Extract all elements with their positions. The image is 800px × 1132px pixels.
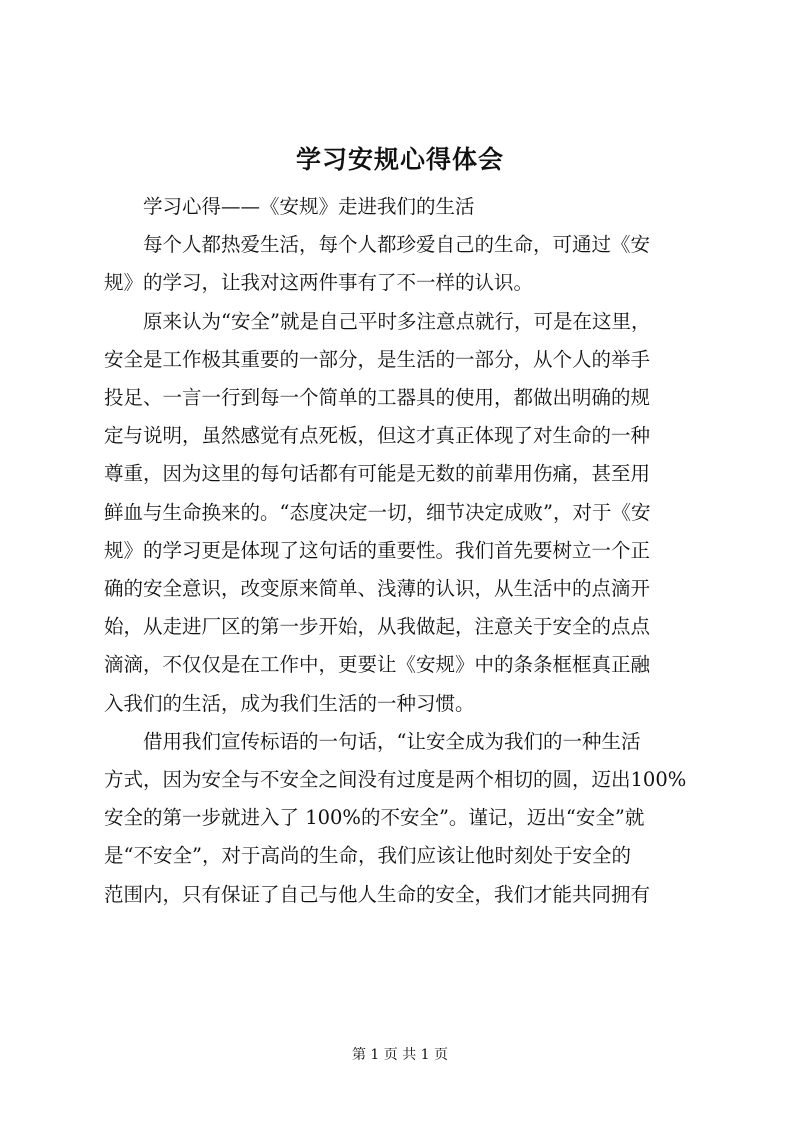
text-line: 范围内，只有保证了自己与他人生命的安全，我们才能共同拥有 [104,882,651,906]
paragraph-subtitle [104,188,700,226]
text-line: 安全的第一步就进入了 100%的不安全”。谨记，迈出“安全”就 [104,806,645,830]
text-line: 每个人都热爱生活，每个人都珍爱自己的生命，可通过《安 [143,233,651,257]
text-line: 规》的学习，让我对这两件事有了不一样的认识。 [104,271,534,295]
text-line: 投足、一言一行到每一个简单的工器具的使用，都做出明确的规 [104,386,651,410]
paragraph [104,723,700,914]
text-line: 尊重，因为这里的每句话都有可能是无数的前辈用伤痛，甚至用 [104,462,651,486]
paragraph [104,226,700,302]
text-line: 确的安全意识，改变原来简单、浅薄的认识，从生活中的点滴开 [104,577,651,601]
text-line: 是“不安全”，对于高尚的生命，我们应该让他时刻处于安全的 [104,844,631,868]
text-line: 借用我们宣传标语的一句话，“让安全成为我们的一种生活 [143,729,641,753]
text-line: 原来认为“安全”就是自己平时多注意点就行，可是在这里， [143,309,651,333]
text-line: 学习心得——《安规》走进我们的生活 [143,195,475,218]
text-line: 方式，因为安全与不安全之间没有过度是两个相切的圆，迈出100% [104,768,687,792]
text-line: 定与说明，虽然感觉有点死板，但这才真正体现了对生命的一种 [104,424,651,448]
text-line: 安全是工作极其重要的一部分，是生活的一部分，从个人的举手 [104,347,651,371]
text-line: 规》的学习更是体现了这句话的重要性。我们首先要树立一个正 [104,538,651,562]
paragraph [104,303,700,723]
page-footer: 第 1 页 共 1 页 [351,1047,449,1063]
document-title: 学习安规心得体会 [295,145,504,174]
document-body [104,188,700,914]
text-line: 始，从走进厂区的第一步开始，从我做起，注意关于安全的点点 [104,615,651,639]
text-line: 滴滴，不仅仅是在工作中，更要让《安规》中的条条框框真正融 [104,653,651,677]
text-line: 入我们的生活，成为我们生活的一种习惯。 [104,691,475,715]
text-line: 鲜血与生命换来的。“态度决定一切，细节决定成败”，对于《安 [104,500,651,524]
